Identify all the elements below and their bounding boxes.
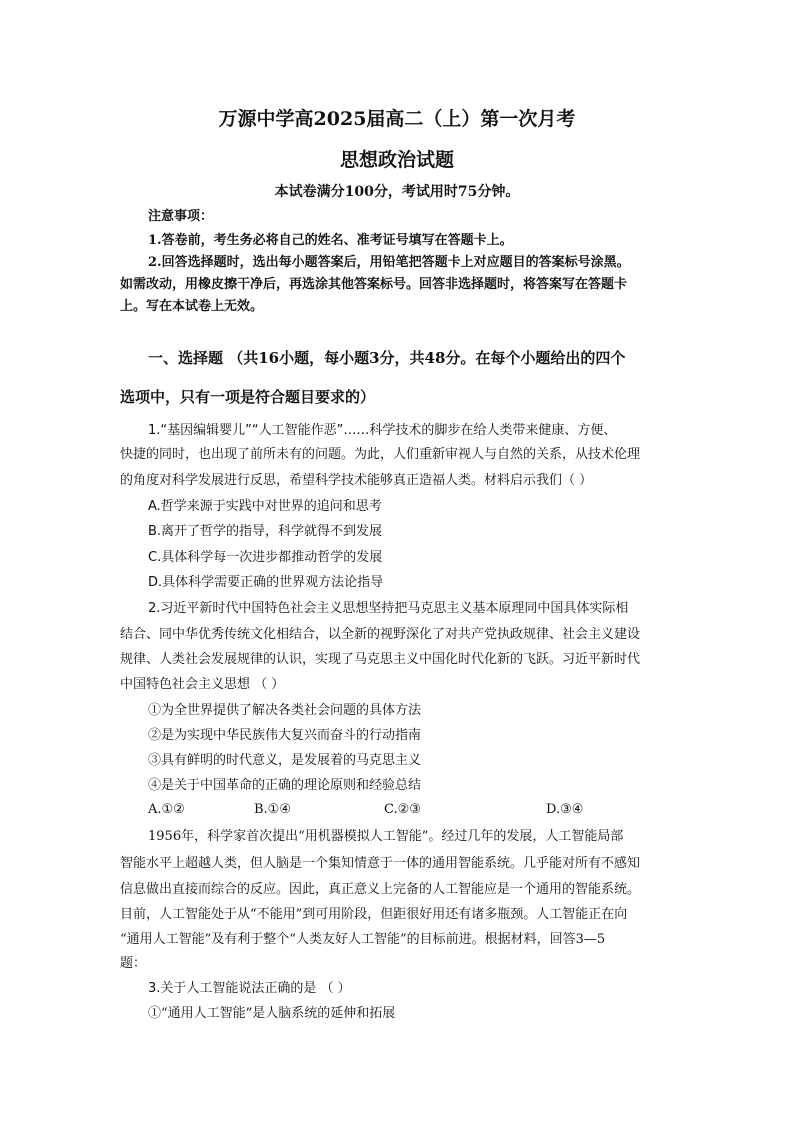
notes-line: 2.回答选择题时，选出每小题答案后，用铅笔把答题卡上对应题目的答案标号涂黑。 (148, 255, 630, 270)
q1-option-b: B.离开了哲学的指导，科学就得不到发展 (148, 524, 383, 539)
q2-item: ③具有鲜明的时代意义，是发展着的马克思主义 (148, 753, 422, 768)
exam-title: 万源中学高2025届高二（上）第一次月考 (218, 108, 576, 130)
material-line: 智能水平上超越人类，但人脑是一个集知情意于一体的通用智能系统。几乎能对所有不感知 (120, 856, 641, 871)
q2-choice-b: B.①④ (254, 802, 291, 817)
subject-title: 思想政治试题 (339, 149, 454, 171)
material-line: “通用人工智能”及有利于整个“人类友好人工智能”的目标前进。根据材料，回答3—5 (120, 932, 606, 947)
notes-heading: 注意事项： (148, 209, 214, 224)
q1-stem: 快捷的同时，也出现了前所未有的问题。为此，人们重新审视人与自然的关系，从技术伦理 (120, 447, 641, 462)
q2-stem: 结合、同中华优秀传统文化相结合，以全新的视野深化了对共产党执政规律、社会主义建设 (120, 627, 641, 642)
q1-option-c: C.具体科学每一次进步都推动哲学的发展 (148, 550, 383, 565)
q2-stem: 规律、人类社会发展规律的认识，实现了马克思主义中国化时代化新的飞跃。习近平新时代 (120, 652, 641, 667)
q1-option-a: A.哲学来源于实践中对世界的追问和思考 (148, 499, 382, 514)
q2-choice-a: A.①② (148, 802, 185, 817)
q2-choice-d: D.③④ (546, 802, 584, 817)
notes-line: 1.答卷前，考生务必将自己的姓名、准考证号填写在答题卡上。 (148, 233, 513, 248)
q3-stem: 3.关于人工智能说法正确的是 （ ） (148, 981, 351, 996)
q1-stem: 的角度对科学发展进行反思，希望科学技术能够真正造福人类。材料启示我们（ ） (120, 473, 593, 488)
section-heading-cont: 选项中，只有一项是符合题目要求的） (120, 388, 376, 406)
material-line: 目前，人工智能处于从“不能用”到可用阶段，但距很好用还有诸多瓶颈。人工智能正在向 (120, 907, 628, 922)
q3-item: ①“通用人工智能”是人脑系统的延伸和拓展 (148, 1006, 396, 1021)
q2-item: ①为全世界提供了解决各类社会问题的具体方法 (148, 703, 422, 718)
q2-item: ②是为实现中华民族伟大复兴而奋斗的行动指南 (148, 728, 422, 743)
material-line: 信息做出直接而综合的反应。因此，真正意义上完备的人工智能应是一个通用的智能系统。 (120, 882, 641, 897)
notes-line: 上。写在本试卷上无效。 (120, 299, 264, 314)
q2-choice-c: C.②③ (384, 802, 421, 817)
notes-line: 如需改动，用橡皮擦干净后，再选涂其他答案标号。回答非选择题时，将答案写在答题卡 (120, 277, 628, 292)
q2-stem: 中国特色社会主义思想 （ ） (120, 677, 285, 692)
q2-stem: 2.习近平新时代中国特色社会主义思想坚持把马克思主义基本原理同中国具体实际相 (148, 601, 629, 616)
q2-item: ④是关于中国革命的正确的理论原则和经验总结 (148, 778, 422, 793)
q1-option-d: D.具体科学需要正确的世界观方法论指导 (148, 575, 384, 590)
exam-info: 本试卷满分100分，考试用时75分钟。 (274, 184, 520, 200)
material-line: 1956年，科学家首次提出“用机器模拟人工智能”。经过几年的发展，人工智能局部 (148, 829, 624, 844)
q2-choices (148, 802, 628, 820)
q1-stem: 1.“基因编辑婴儿”“人工智能作恶”……科学技术的脚步在给人类带来健康、方便、 (148, 423, 617, 438)
material-line: 题： (120, 956, 147, 971)
section-heading: 一、选择题 （共16小题，每小题3分，共48分。在每个小题给出的四个 (148, 349, 626, 367)
